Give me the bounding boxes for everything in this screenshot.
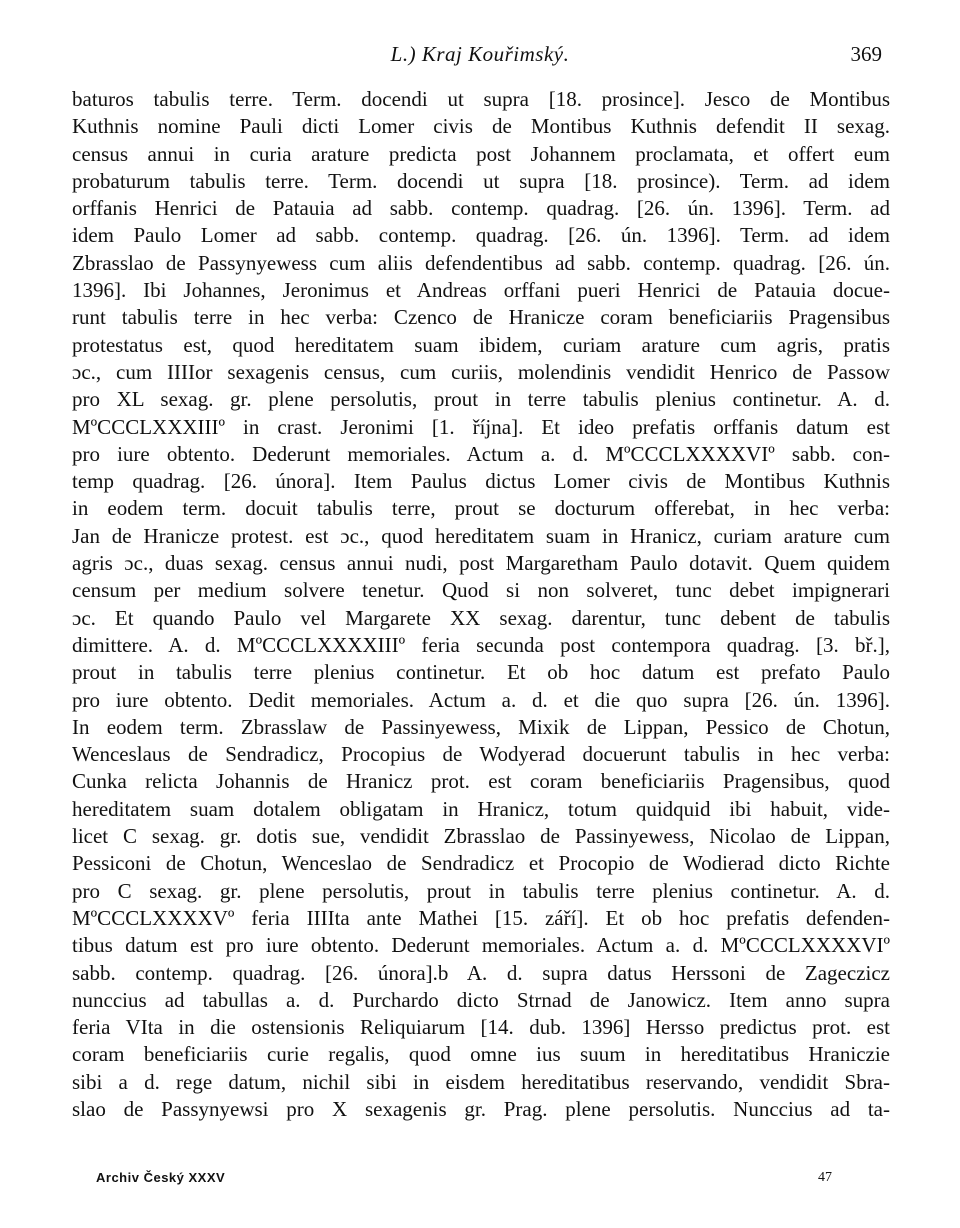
text-line: Zbrasslao de Passynyewess cum aliis defendentibus ad sabb. contemp. quadrag. [26. ún. [72,250,890,275]
text-line: ɔc., cum IIIIor sexagenis census, cum curiis, molendinis vendidit Henrico de Passow [72,359,890,384]
text-line: MºCCCLXXXXVº feria IIIIta ante Mathei [15. září]. Et ob hoc prefatis defenden- [72,905,890,930]
text-line: Wenceslaus de Sendradicz, Procopius de Wodyerad docuerunt tabulis in hec verba: [72,742,890,767]
text-line: nunccius ad tabullas a. d. Purchardo dicto Strnad de Janowicz. Item anno supra [72,987,890,1012]
text-line: protestatus est, quod hereditatem suam ibidem, curiam arature cum agris, pratis [72,332,890,357]
text-line: sibi a d. rege datum, nichil sibi in eisdem hereditatibus reservando, vendidit Sbra- [72,1069,890,1094]
text-line: temp quadrag. [26. února]. Item Paulus dictus Lomer civis de Montibus Kuthnis [72,469,890,494]
text-line: MºCCCLXXXIIIº in crast. Jeronimi [1. října]. Et ideo prefatis orffanis datum est [72,414,890,439]
text-line: idem Paulo Lomer ad sabb. contemp. quadrag. [26. ún. 1396]. Term. ad idem [72,223,890,248]
text-line: censum per medium solvere tenetur. Quod si non solveret, tunc debet impignerari [72,578,890,603]
text-line: feria VIta in die ostensionis Reliquiarum [14. dub. 1396] Hersso predictus prot. est [72,1015,890,1040]
text-line: tibus datum est pro iure obtento. Dederunt memoriales. Actum a. d. MºCCCLXXXXVIº [72,933,890,958]
text-line: In eodem term. Zbrasslaw de Passinyewess, Mixik de Lippan, Pessico de Chotun, [72,714,890,739]
text-line: hereditatem suam dotalem obligatam in Hranicz, totum quidquid ibi habuit, vide- [72,796,890,821]
text-line: baturos tabulis terre. Term. docendi ut supra [18. prosince]. Jesco de Montibus [72,87,890,111]
page-number: 369 [850,42,882,66]
text-line: licet C sexag. gr. dotis sue, vendidit Zbrasslao de Passinyewess, Nicolao de Lippan, [72,824,890,849]
text-line: pro C sexag. gr. plene persolutis, prout in tabulis terre plenius continetur. A. d. [72,878,890,903]
text-line: Cunka relicta Johannis de Hranicz prot. est coram beneficiariis Pragensibus, quod [72,769,890,794]
text-line: pro iure obtento. Dederunt memoriales. Actum a. d. MºCCCLXXXXVIº sabb. con- [72,441,890,466]
text-line: 1396]. Ibi Johannes, Jeronimus et Andreas orffani pueri Henrici de Patauia docue- [72,278,890,303]
sheet-number: 47 [818,1170,832,1185]
text-line: prout in tabulis terre plenius continetur. Et ob hoc datum est prefato Paulo [72,660,890,685]
footer-signature: Archiv Český XXXV [96,1170,226,1185]
text-line: coram beneficiariis curie regalis, quod omne ius suum in hereditatibus Hraniczie [72,1042,890,1067]
text-line: runt tabulis terre in hec verba: Czenco de Hranicze coram beneficiariis Pragensibus [72,305,890,330]
text-line: Kuthnis nomine Pauli dicti Lomer civis de Montibus Kuthnis defendit II sexag. [72,114,890,139]
text-line: in eodem term. docuit tabulis terre, prout se docturum offerebat, in hec verba: [72,496,890,521]
running-title: L.) Kraj Kouřimský. [390,42,570,66]
text-line: Pessiconi de Chotun, Wenceslao de Sendradicz et Procopio de Wodierad dicto Richte [72,851,890,876]
text-line: ɔc. Et quando Paulo vel Margarete XX sexag. darentur, tunc debent de tabulis [72,605,890,630]
text-line: pro XL sexag. gr. plene persolutis, prout in terre tabulis plenius continetur. A. d. [72,387,890,412]
text-line: probaturum tabulis terre. Term. docendi ut supra [18. prosince). Term. ad idem [72,168,890,193]
text-line: dimittere. A. d. MºCCCLXXXXIIIº feria secunda post contempora quadrag. [3. bř.], [72,632,890,657]
text-line: census annui in curia arature predicta post Johannem proclamata, et offert eum [72,141,890,166]
text-line: Jan de Hranicze protest. est ɔc., quod hereditatem suam in Hranicz, curiam arature cum [72,523,890,548]
text-line: slao de Passynyewsi pro X sexagenis gr. Prag. plene persolutis. Nunccius ad ta- [72,1096,890,1121]
text-line: sabb. contemp. quadrag. [26. února].b A. d. supra datus Herssoni de Zageczicz [72,960,890,985]
body-text [72,86,890,1123]
text-line: pro iure obtento. Dedit memoriales. Actum a. d. et die quo supra [26. ún. 1396]. [72,687,890,712]
text-line: agris ɔc., duas sexag. census annui nudi, post Margaretham Paulo dotavit. Quem quidem [72,551,890,576]
text-line: orffanis Henrici de Patauia ad sabb. contemp. quadrag. [26. ún. 1396]. Term. ad [72,196,890,221]
